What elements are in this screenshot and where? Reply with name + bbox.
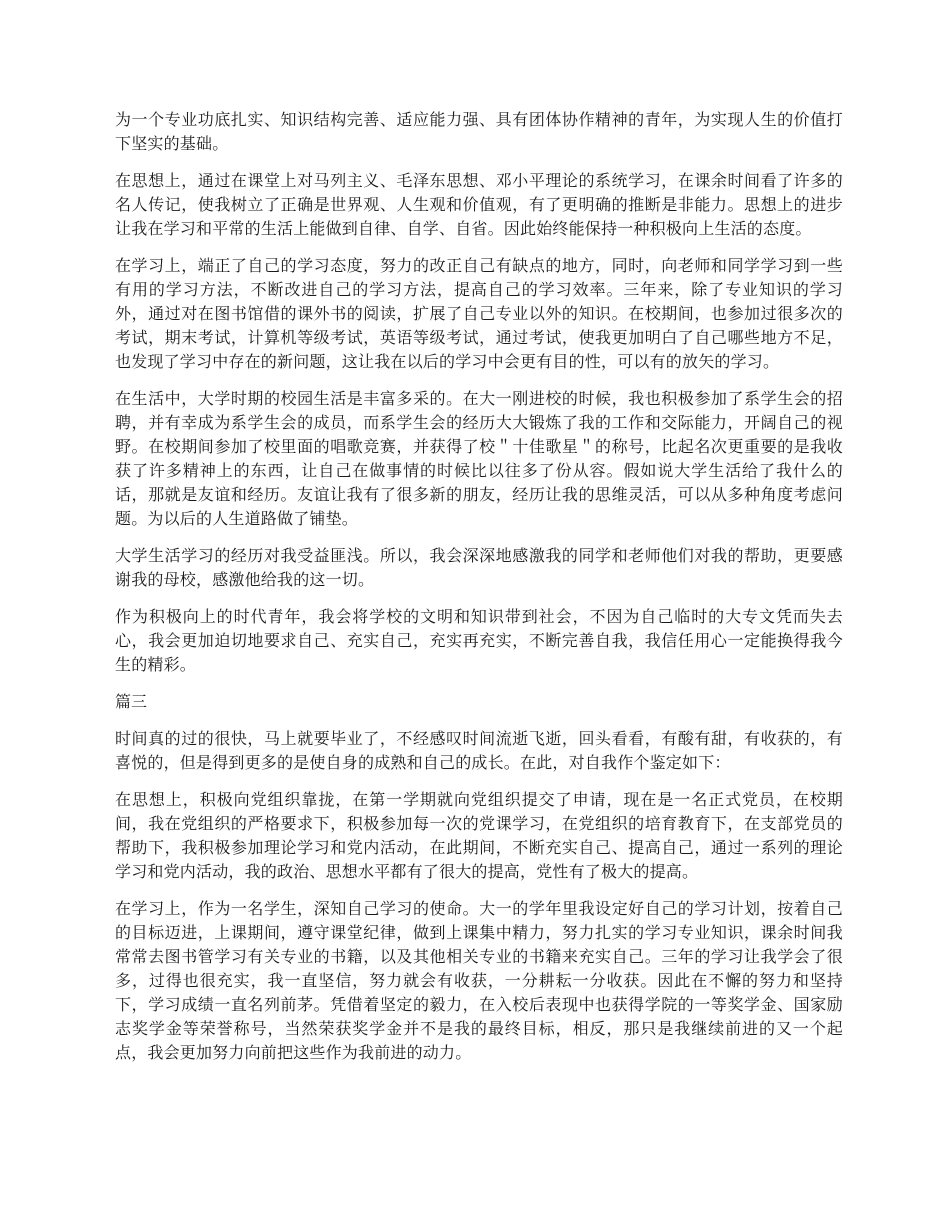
paragraph-gratitude: 大学生活学习的经历对我受益匪浅。所以，我会深深地感激我的同学和老师他们对我的帮助，更要感谢我的母校，感激他给我的这一切。 xyxy=(115,546,843,589)
paragraph-thought: 在思想上，通过在课堂上对马列主义、毛泽东思想、邓小平理论的系统学习，在课余时间看了许多的名人传记，使我树立了正确是世界观、人生观和价值观，有了更明确的推断是非能力。思想上的进步让我在学习和平常的生活上能做到自律、自学、自省。因此始终能保持一种积极向上生活的态度。 xyxy=(115,171,843,238)
paragraph-outlook: 作为积极向上的时代青年，我会将学校的文明和知识带到社会，不因为自己临时的大专文凭而失去心，我会更加迫切地要求自己、充实自己，充实再充实，不断完善自我，我信任用心一定能换得我今生的精彩。 xyxy=(115,607,843,674)
document-body xyxy=(115,108,843,1078)
paragraph-learning: 在学习上，作为一名学生，深知自己学习的使命。大一的学年里我设定好自己的学习计划，按着自己的目标迈进，上课期间，遵守课堂纪律，做到上课集中精力，努力扎实的学习专业知识，课余时间我常常去图书管学习有关专业的书籍，以及其他相关专业的书籍来充实自己。三年的学习让我学会了很多，过得也很充实，我一直坚信，努力就会有收获，一分耕耘一分收获。因此在不懈的努力和坚持下，学习成绩一直名列前茅。凭借着坚定的毅力，在入校后表现中也获得学院的一等奖学金、国家励志奖学金等荣誉称号，当然荣获奖学金并不是我的最终目标，相反，那只是我继续前进的又一个起点，我会更加努力向前把这些作为我前进的动力。 xyxy=(115,899,843,1062)
paragraph-foundation: 为一个专业功底扎实、知识结构完善、适应能力强、具有团体协作精神的青年，为实现人生的价值打下坚实的基础。 xyxy=(115,110,843,153)
paragraph-party: 在思想上，积极向党组织靠拢，在第一学期就向党组织提交了申请，现在是一名正式党员，在校期间，我在党组织的严格要求下，积极参加每一次的党课学习，在党组织的培育教育下，在支部党员的帮助下，我积极参加理论学习和党内活动，在此期间，不断充实自己、提高自己，通过一系列的理论学习和党内活动，我的政治、思想水平都有了很大的提高，党性有了极大的提高。 xyxy=(115,790,843,881)
paragraph-study: 在学习上，端正了自己的学习态度，努力的改正自己有缺点的地方，同时，向老师和同学学习到一些有用的学习方法，不断改进自己的学习方法，提高自己的学习效率。三年来，除了专业知识的学习外，通过对在图书馆借的课外书的阅读，扩展了自己专业以外的知识。在校期间，也参加过很多次的考试，期末考试，计算机等级考试，英语等级考试，通过考试，使我更加明白了自己哪些地方不足，也发现了学习中存在的新问题，这让我在以后的学习中会更有目的性，可以有的放矢的学习。 xyxy=(115,256,843,371)
section-title: 篇三 xyxy=(115,692,148,711)
paragraph-life: 在生活中，大学时期的校园生活是丰富多采的。在大一刚进校的时候，我也积极参加了系学生会的招聘，并有幸成为系学生会的成员，而系学生会的经历大大锻炼了我的工作和交际能力，开阔自己的视野。在校期间参加了校里面的唱歌竞赛，并获得了校＂十佳歌星＂的称号，比起名次更重要的是我收获了许多精神上的东西，让自己在做事情的时候比以往多了份从容。假如说大学生活给了我什么的话，那就是友谊和经历。友谊让我有了很多新的朋友，经历让我的思维灵活，可以从多种角度考虑问题。为以后的人生道路做了铺垫。 xyxy=(115,389,843,528)
paragraph-intro: 时间真的过的很快，马上就要毕业了，不经感叹时间流逝飞逝，回头看看，有酸有甜，有收获的，有喜悦的，但是得到更多的是使自身的成熟和自己的成长。在此，对自我作个鉴定如下： xyxy=(115,729,843,772)
